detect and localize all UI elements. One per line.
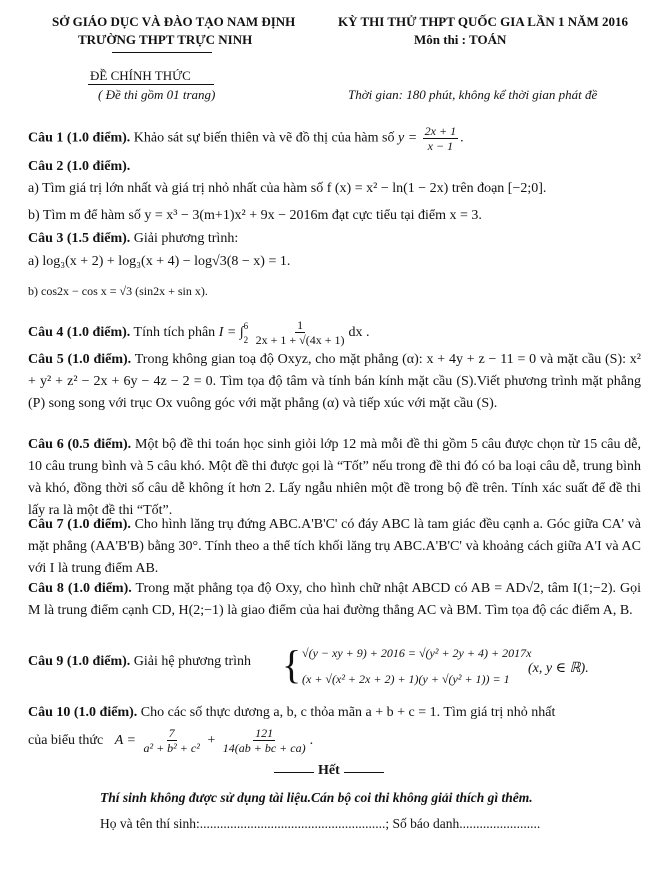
q4-num: 1 bbox=[297, 318, 304, 333]
pages-note: ( Đề thi gồm 01 trang) bbox=[98, 87, 216, 102]
question-3 bbox=[28, 230, 641, 248]
q10-lhs: A = bbox=[114, 733, 136, 748]
q1-end: . bbox=[460, 130, 464, 146]
question-6 bbox=[28, 434, 641, 522]
q10-expression bbox=[28, 724, 313, 758]
q4-label: Câu 4 (1.0 điểm). bbox=[28, 325, 131, 340]
q3-text: Giải phương trình: bbox=[133, 231, 239, 246]
q10-den1: a² + b² + c² bbox=[143, 741, 200, 756]
q6-text: Một bộ đề thi toán học sinh giỏi lớp 12 mà mỗi đề thi gồm 5 câu được chọn từ 15 câu dễ, 10 câu trung bình và 5 câu khó. Một đề thi được gọi là “Tốt” nếu trong đề thi đó có ba loại câu dễ, trung bình và khó, đồng thời số câu dễ không ít hơn 2. Lấy ngẫu nhiên một đề trong bộ đề trên. Tính xác suất để đề thi lấy ra là một đề thi “Tốt”. bbox=[28, 437, 641, 518]
footer-note: Thí sinh không được sử dụng tài liệu.Cán bộ coi thi không giải thích gì thêm. bbox=[100, 790, 533, 805]
q5-label: Câu 5 (1.0 điểm). bbox=[28, 352, 132, 367]
exam-time: Thời gian: 180 phút, không kể thời gian phát đề bbox=[348, 87, 598, 102]
q2-part-b: b) Tìm m để hàm số y = x³ − 3(m+1)x² + 9x − 2016m đạt cực tiểu tại điểm x = 3. bbox=[28, 208, 482, 223]
q10-plus: + bbox=[207, 733, 216, 748]
end-rule-left bbox=[274, 772, 314, 773]
school-name: TRƯỜNG THPT TRỰC NINH bbox=[78, 32, 253, 47]
official-label: ĐỀ CHÍNH THỨC bbox=[90, 68, 191, 83]
q4-upper: 6 bbox=[243, 320, 249, 331]
q1-fraction bbox=[423, 124, 458, 153]
q4-text: Tính tích phân bbox=[133, 325, 216, 340]
q2-label: Câu 2 (1.0 điểm). bbox=[28, 159, 131, 174]
q7-text: Cho hình lăng trụ đứng ABC.A'B'C' có đáy ABC là tam giác đều cạnh a. Góc giữa CA' và mặt phẳng (AA'B'B) bằng 30°. Tính theo a thể tích khối lăng trụ ABC.A'B'C' và khoảng cách giữa A'I và AC với I là trung điểm AB. bbox=[28, 517, 641, 576]
subject-label: Môn thi : TOÁN bbox=[414, 32, 507, 47]
q9-equation-1: √(y − xy + 9) + 2016 = √(y² + 2y + 4) + 2017x bbox=[302, 646, 532, 660]
q4-bounds bbox=[244, 319, 249, 347]
question-8 bbox=[28, 578, 641, 622]
official-underline bbox=[88, 84, 214, 85]
q9-text: Giải hệ phương trình bbox=[133, 654, 252, 669]
q3-label: Câu 3 (1.5 điểm). bbox=[28, 231, 131, 246]
q8-label: Câu 8 (1.0 điểm). bbox=[28, 581, 132, 596]
q5-text: Trong không gian toạ độ Oxyz, cho mặt phẳng (α): x + 4y + z − 11 = 0 và mặt cầu (S): x² + y² + z² − 2x + 6y − 4z − 2 = 0. Tìm tọa độ tâm và tính bán kính mặt cầu (S).Viết phương trình mặt phẳng (P) song song với trục Ox vuông góc với mặt phẳng (α) và tiếp xúc với mặt cầu (S). bbox=[28, 352, 642, 411]
end-rule-right bbox=[344, 772, 384, 773]
q4-den: 2x + 1 + √(4x + 1) bbox=[255, 333, 345, 348]
q9-label: Câu 9 (1.0 điểm). bbox=[28, 654, 131, 669]
question-10 bbox=[28, 702, 641, 724]
end-mark: Hết bbox=[318, 763, 340, 778]
q9-brace: { bbox=[282, 642, 302, 687]
q10-fraction-2 bbox=[221, 726, 308, 755]
q9-domain: (x, y ∈ ℝ). bbox=[528, 661, 589, 676]
q7-label: Câu 7 (1.0 điểm). bbox=[28, 517, 131, 532]
exam-title: KỲ THI THỬ THPT QUỐC GIA LẦN 1 NĂM 2016 bbox=[338, 14, 629, 29]
q10-end: . bbox=[309, 733, 314, 748]
q4-fraction bbox=[254, 318, 347, 347]
school-underline bbox=[112, 52, 212, 53]
q10-label: Câu 10 (1.0 điểm). bbox=[28, 705, 138, 720]
question-4 bbox=[28, 316, 641, 350]
q10-num2: 121 bbox=[255, 726, 274, 741]
q3-part-b: b) cos2x − cos x = √3 (sin2x + sin x). bbox=[28, 284, 208, 298]
q10-den2: 14(ab + bc + ca) bbox=[222, 741, 306, 756]
department-name: SỞ GIÁO DỤC VÀ ĐÀO TẠO NAM ĐỊNH bbox=[52, 14, 296, 29]
q10-text: Cho các số thực dương a, b, c thỏa mãn a + b + c = 1. Tìm giá trị nhỏ nhất bbox=[140, 705, 556, 720]
q10-fraction-1 bbox=[141, 726, 201, 755]
q6-label: Câu 6 (0.5 điểm). bbox=[28, 437, 132, 452]
q1-num: 2x + 1 bbox=[424, 124, 457, 138]
q3-part-a: a) log₃(x + 2) + log₃(x + 4) − log√3(8 − x) = 1. bbox=[28, 254, 291, 269]
question-9 bbox=[28, 654, 251, 670]
q8-text: Trong mặt phẳng tọa độ Oxy, cho hình chữ nhật ABCD có AB = AD√2, tâm I(1;−2). Gọi M là trung điểm cạnh CD, H(2;−1) là giao điểm của hai đường thẳng AC và BM. Tìm tọa độ các điểm A, B. bbox=[28, 581, 641, 618]
question-7 bbox=[28, 514, 641, 580]
q1-lhs: y = bbox=[397, 130, 418, 146]
q1-label: Câu 1 (1.0 điểm). bbox=[28, 130, 131, 146]
question-1 bbox=[28, 124, 641, 153]
q1-den: x − 1 bbox=[427, 139, 454, 153]
q4-lower: 2 bbox=[243, 334, 249, 345]
candidate-name-line: Họ và tên thí sinh:.......................................................; Số báo danh........................ bbox=[100, 816, 541, 831]
q10-num1: 7 bbox=[168, 726, 175, 741]
q9-equation-2: (x + √(x² + 2x + 2) + 1)(y + √(y² + 1)) = 1 bbox=[302, 672, 510, 686]
question-5 bbox=[28, 349, 641, 415]
q4-end: dx . bbox=[348, 325, 370, 340]
q2-part-a: a) Tìm giá trị lớn nhất và giá trị nhỏ nhất của hàm số f (x) = x² − ln(1 − 2x) trên đoạn [−2;0]. bbox=[28, 181, 547, 196]
q10-text2: của biểu thức bbox=[28, 733, 104, 748]
q4-integral: I = ∫ bbox=[218, 325, 244, 340]
q1-text: Khảo sát sự biến thiên và vẽ đồ thị của hàm số bbox=[133, 130, 395, 146]
